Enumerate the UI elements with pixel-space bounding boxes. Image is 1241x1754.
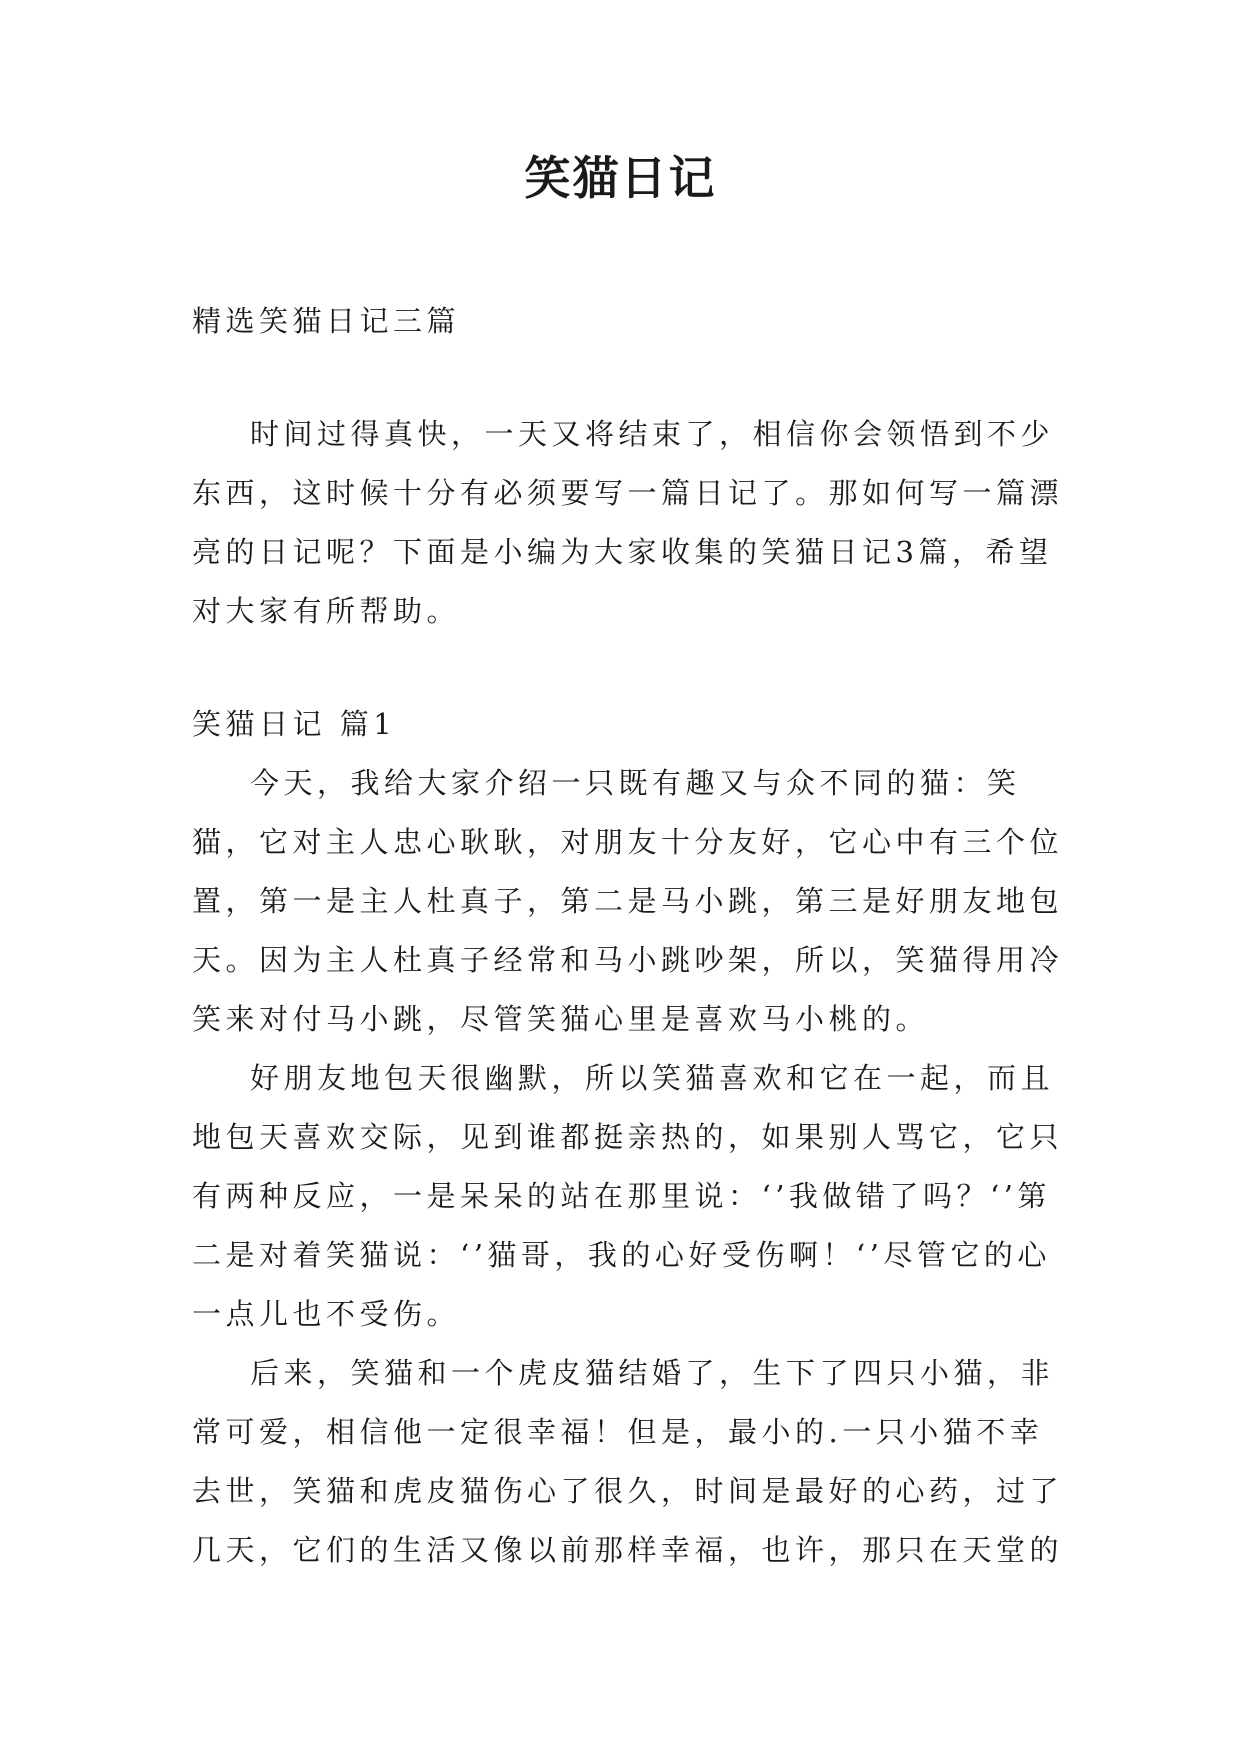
body-paragraph: 好朋友地包天很幽默，所以笑猫喜欢和它在一起，而且地包天喜欢交际，见到谁都挺亲热的，如果别人骂它，它只有两种反应，一是呆呆的站在那里说：‘’我做错了吗？‘’第二是对着笑猫说：‘’猫哥，我的心好受伤啊！‘’尽管它的心一点儿也不受伤。 (192, 1061, 1064, 1331)
intro-paragraph: 时间过得真快，一天又将结束了，相信你会领悟到不少东西，这时候十分有必须要写一篇日记了。那如何写一篇漂亮的日记呢？下面是小编为大家收集的笑猫日记3篇，希望对大家有所帮助。 (192, 417, 1064, 628)
document-subtitle: 精选笑猫日记三篇 (192, 304, 461, 338)
body-paragraph: 后来，笑猫和一个虎皮猫结婚了，生下了四只小猫，非常可爱，相信他一定很幸福！但是，最小的.一只小猫不幸去世，笑猫和虎皮猫伤心了很久，时间是最好的心药，过了几天，它们的生活又像以前那样幸福，也许，那只在天堂的 (192, 1356, 1064, 1567)
body-paragraph: 今天，我给大家介绍一只既有趣又与众不同的猫：笑猫，它对主人忠心耿耿，对朋友十分友好，它心中有三个位置，第一是主人杜真子，第二是马小跳，第三是好朋友地包天。因为主人杜真子经常和马小跳吵架，所以，笑猫得用冷笑来对付马小跳，尽管笑猫心里是喜欢马小桃的。 (192, 766, 1064, 1036)
document-title: 笑猫日记 (524, 151, 717, 205)
section-heading: 笑猫日记 篇1 (192, 707, 397, 741)
document-body (192, 292, 1072, 1580)
